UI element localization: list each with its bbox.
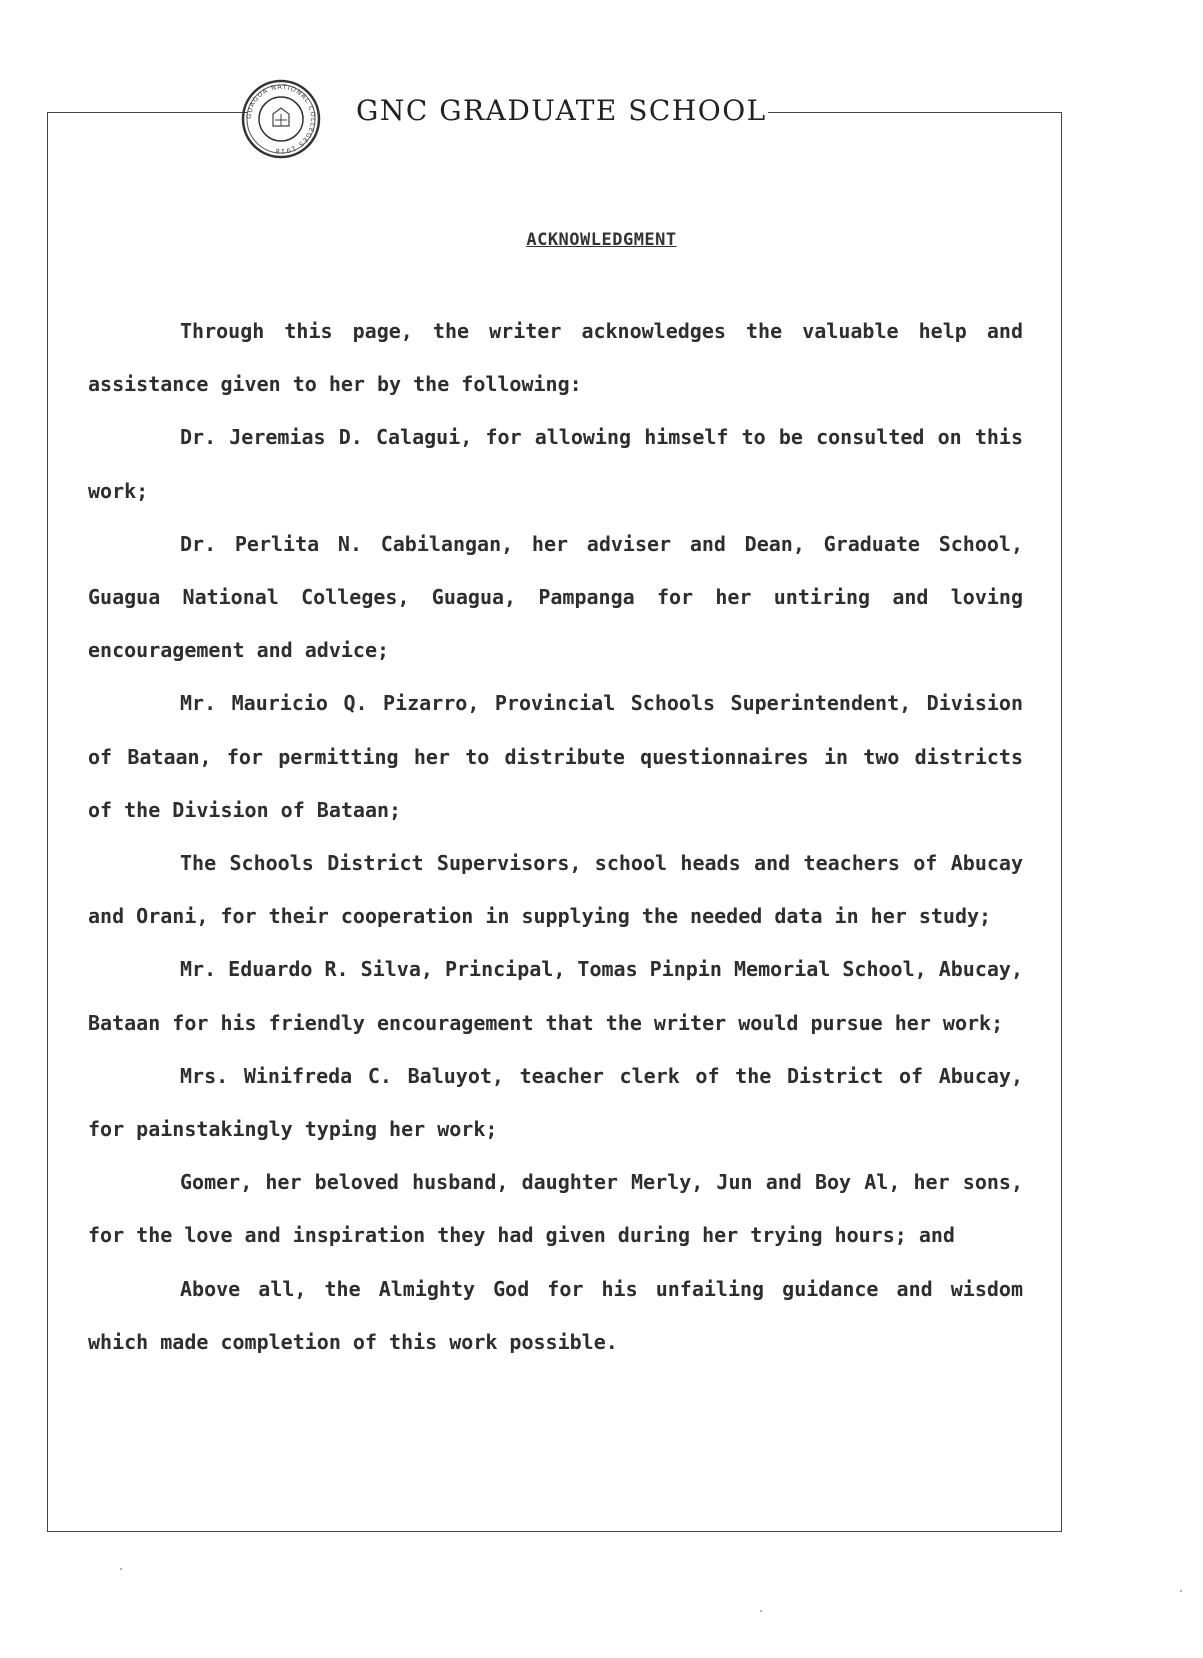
paragraph: Above all, the Almighty God for his unfailing guidance and wisdom which made completion of this work possible.: [88, 1276, 1023, 1354]
paragraph: Mr. Eduardo R. Silva, Principal, Tomas Pinpin Memorial School, Abucay, Bataan for his friendly encouragement that the writer would pursue her work;: [88, 957, 1023, 1035]
college-seal-icon: [240, 78, 322, 160]
frame-top-right-line: [768, 112, 1062, 113]
school-name: GNC GRADUATE SCHOOL: [356, 94, 767, 127]
frame-top-left-line: [47, 112, 247, 113]
scan-speck: [760, 1610, 762, 1612]
paragraph: Mrs. Winifreda C. Baluyot, teacher clerk of the District of Abucay, for painstakingly typing her work;: [88, 1063, 1023, 1142]
paragraph: The Schools District Supervisors, school heads and teachers of Abucay and Orani, for their cooperation in supplying the needed data in her study;: [88, 851, 1023, 929]
seal-text: GUAGUA NATIONAL COLLEGES 1918: [244, 82, 318, 156]
paragraph: Mr. Mauricio Q. Pizarro, Provincial Schools Superintendent, Division of Bataan, for permitting her to distribute questionnaires in two districts of the Division of Bataan;: [88, 691, 1023, 822]
scan-speck: [1180, 1590, 1182, 1592]
paragraph: Dr. Perlita N. Cabilangan, her adviser and Dean, Graduate School, Guagua National Colleges, Guagua, Pampanga for her untiring and loving encouragement and advice;: [88, 531, 1023, 663]
paragraph: Through this page, the writer acknowledges the valuable help and assistance given to her by the following:: [88, 319, 1023, 397]
page-title: ACKNOWLEDGMENT: [526, 230, 677, 250]
frame-bottom-line: [47, 1531, 1062, 1532]
frame-right-line: [1061, 112, 1062, 1532]
frame-left-line: [47, 112, 48, 1532]
paragraph: Dr. Jeremias D. Calagui, for allowing himself to be consulted on this work;: [88, 425, 1023, 503]
scan-speck: [120, 1568, 122, 1570]
acknowledgment-body: [88, 305, 1023, 1369]
paragraph: Gomer, her beloved husband, daughter Merly, Jun and Boy Al, her sons, for the love and inspiration they had given during her trying hours; and: [88, 1170, 1023, 1248]
